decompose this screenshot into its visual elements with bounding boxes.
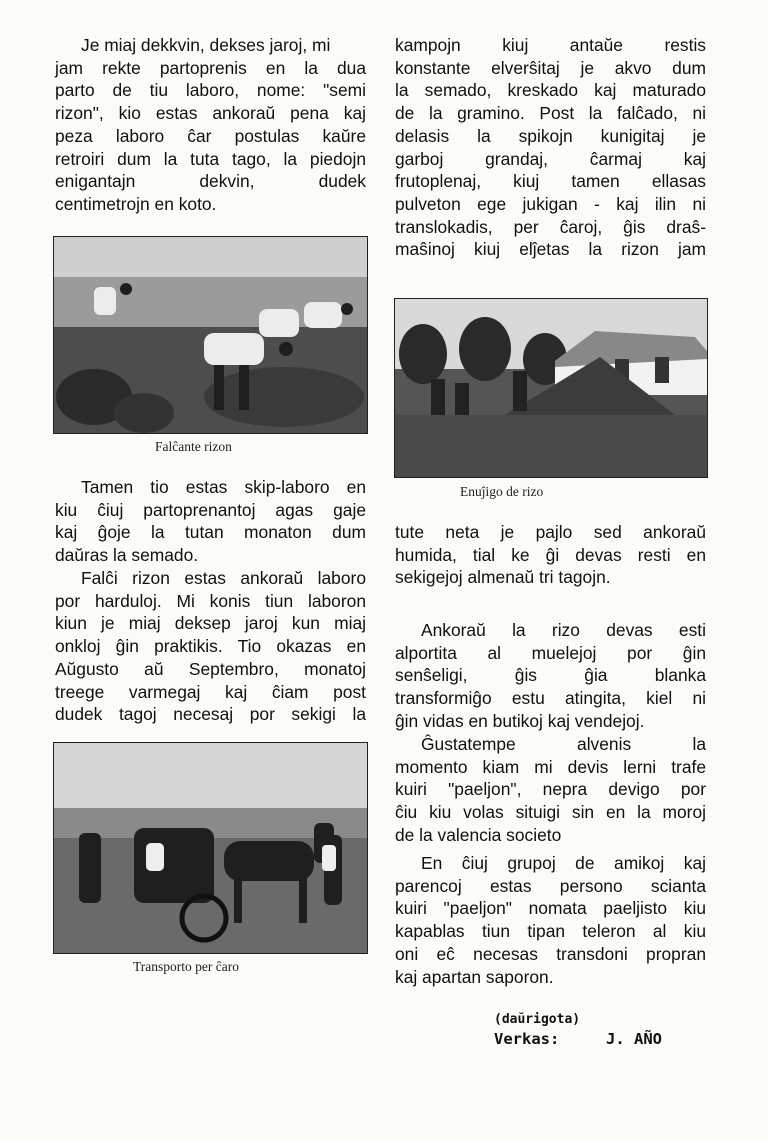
text-line: Aŭgusto aŭ Septembro, monatoj xyxy=(55,658,366,679)
photo-rice-heap xyxy=(394,298,708,478)
text-line: konstante elverŝitaj je akvo dum xyxy=(395,57,706,78)
text-line: delasis la spikojn kunigitaj je xyxy=(395,125,706,146)
text-line: Ĝustatempe alvenis la xyxy=(421,734,706,754)
text-line: maŝinoj kiuj elĵetas la rizon jam xyxy=(395,239,706,260)
text-line: treege varmegaj kaj ĉiam post xyxy=(55,681,366,702)
text-line: centimetrojn en koto. xyxy=(55,193,217,214)
text-line: la semado, kreskado kaj maturado xyxy=(395,80,706,101)
text-line: parencoj estas persono scianta xyxy=(395,875,706,896)
text-line: momento kiam mi devis lerni trafe xyxy=(395,756,706,777)
text-line: kaj apartan saporon. xyxy=(395,966,554,987)
text-line: En ĉiuj grupoj de amikoj kaj xyxy=(421,853,706,873)
text-line: oni eĉ necesas transdoni propran xyxy=(395,943,706,964)
right-paragraph-3 xyxy=(395,619,706,733)
text-line: sekigejoj almenaŭ tri tagojn. xyxy=(395,567,611,588)
photo-caption: Transporto per ĉaro xyxy=(133,959,239,974)
left-paragraph-1 xyxy=(55,34,366,216)
text-line: frutoplenaj, kiuj tamen ellasas xyxy=(395,171,706,192)
text-line: Tamen tio estas skip-laboro en xyxy=(81,477,366,497)
right-paragraph-1 xyxy=(395,34,706,261)
right-paragraph-2 xyxy=(395,521,706,589)
text-line: jam rekte partoprenis en la dua xyxy=(55,57,366,78)
right-paragraph-4 xyxy=(395,733,706,847)
text-line: daŭras la semado. xyxy=(55,545,199,566)
text-line: Je miaj dekkvin, dekses jaroj, mi xyxy=(81,35,331,55)
text-line: de la gramino. Post la falĉado, ni xyxy=(395,103,706,124)
text-line: garboj grandaj, ĉarmaj kaj xyxy=(395,148,706,169)
text-line: Ankoraŭ la rizo devas esti xyxy=(421,620,706,640)
text-line: de la valencia societo xyxy=(395,824,562,845)
text-line: ĉiu kiu volas situigi sin en la moroj xyxy=(395,802,706,823)
text-line: kiun je miaj deksep jaroj kun miaj xyxy=(55,613,366,634)
text-line: kampojn kiuj antaŭe restis xyxy=(395,35,706,55)
text-line: senŝeligi, ĝis ĝia blanka xyxy=(395,665,706,686)
text-line: dudek tagoj necesaj por sekigi la xyxy=(55,704,366,725)
left-paragraph-3 xyxy=(55,567,366,726)
text-line: onkloj ĝin praktikis. Tio okazas en xyxy=(55,636,366,657)
text-line: pulveton ege jukigan - kaj ilin ni xyxy=(395,193,706,214)
text-line: alportita al muelejoj por ĝin xyxy=(395,642,706,663)
left-paragraph-2 xyxy=(55,476,366,567)
text-line: kaj ĝoje la tutan monaton dum xyxy=(55,522,366,543)
right-paragraph-5 xyxy=(395,852,706,988)
text-line: Falĉi rizon estas ankoraŭ laboro xyxy=(81,568,366,588)
text-line: transformiĝo estu atingita, kiel ni xyxy=(395,688,706,709)
photo-caption: Enuĵigo de rizo xyxy=(460,484,544,499)
text-line: peza laboro ĉar postulas kaŭre xyxy=(55,125,366,146)
text-line: por harduloj. Mi konis tiun laboron xyxy=(55,590,366,611)
text-line: rizon", kio estas ankoraŭ pena kaj xyxy=(55,103,366,124)
text-line: retroiri dum la tuta tago, la piedojn xyxy=(55,148,366,169)
photo-rice-harvesting xyxy=(53,236,368,434)
text-line: kuiri "paeljon" nomata paeljisto kiu xyxy=(395,898,706,919)
text-line: kiu ĉiuj partoprenantoj agas gaje xyxy=(55,499,366,520)
text-line: kapablas tiun tipan teleron al kiu xyxy=(395,921,706,942)
text-line: humida, tial ke ĝi devas resti en xyxy=(395,544,706,565)
text-line: ĝin vidas en butikoj kaj vendejoj. xyxy=(395,710,645,731)
text-line: kuiri "paeljon", nepra devigo por xyxy=(395,779,706,800)
text-line: parto de tiu laboro, nome: "semi xyxy=(55,80,366,101)
author-label: Verkas: xyxy=(494,1030,560,1048)
text-line: translokadis, per ĉaroj, ĝis draŝ- xyxy=(395,216,706,237)
text-line: enigantajn dekvin, dudek xyxy=(55,171,366,192)
continued-note: (daŭrigota) xyxy=(494,1012,581,1027)
photo-caption: Falĉante rizon xyxy=(155,439,232,454)
photo-cart-transport xyxy=(53,742,368,954)
text-line: tute neta je pajlo sed ankoraŭ xyxy=(395,522,706,542)
author-name: J. AÑO xyxy=(606,1030,662,1048)
